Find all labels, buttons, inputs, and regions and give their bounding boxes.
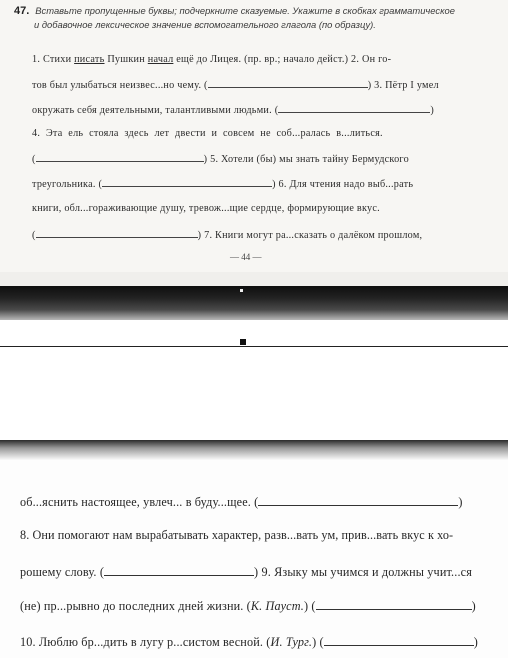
text-line-b1	[20, 494, 506, 510]
answer-blank[interactable]	[36, 152, 204, 162]
answer-blank[interactable]	[278, 103, 430, 113]
text-fragment: об...яснить настоящее, увлеч... в буду...щее. (	[20, 495, 259, 509]
text-line-b3	[20, 564, 506, 580]
text-line-3	[32, 103, 484, 116]
text-fragment: треугольника. (	[32, 179, 103, 190]
exercise-header	[14, 4, 500, 32]
text-line-4: 4. Эта ель стояла здесь лет двести и совсем не соб...ралась в...литься.	[32, 128, 383, 139]
text-line-5	[32, 152, 484, 165]
text-fragment: ) 5. Хотели (бы) мы знать тайну Бермудского	[203, 154, 409, 165]
page-number: — 44 —	[230, 252, 262, 262]
text-line-7: книги, обл...гораживающие душу, тревож...щие сердце, формирующие вкус.	[32, 203, 380, 214]
text-fragment: )	[471, 599, 476, 613]
text-fragment: тов был улыбаться неизвес...но чему. (	[32, 80, 208, 91]
scan-speck	[240, 289, 243, 292]
divider-marker	[240, 339, 246, 345]
instruction-line-1: Вставьте пропущенные буквы; подчеркните сказуемые. Укажите в скобках грамматическое	[35, 5, 455, 16]
text-fragment: )	[458, 495, 463, 509]
text-line-2	[32, 78, 484, 91]
text-line-b2: 8. Они помогают нам вырабатывать характер, разв...вать ум, прив...вать вкус к хо-	[20, 528, 454, 542]
text-fragment: ) 7. Книги могут ра...сказать о далёком прошлом,	[197, 230, 423, 241]
text-fragment: ) (	[312, 635, 324, 649]
text-fragment: )	[473, 635, 478, 649]
text-fragment: рошему слову. (	[20, 565, 105, 579]
answer-blank[interactable]	[36, 228, 198, 238]
answer-blank[interactable]	[104, 564, 254, 576]
answer-blank[interactable]	[102, 177, 272, 187]
underlined-predicate: начал	[147, 54, 174, 65]
text-fragment: 10. Люблю бр...дить в лугу р...систом весной. (	[20, 635, 271, 649]
page-edge	[0, 272, 508, 286]
text-line-1	[32, 54, 484, 65]
text-line-8	[32, 228, 484, 241]
text-fragment: ) 9. Языку мы учимся и должны учит...ся	[254, 565, 472, 579]
scan-shadow-bottom	[0, 440, 508, 460]
exercise-number: 47.	[14, 5, 30, 17]
text-fragment: ) 3. Пётр I умел	[367, 80, 439, 91]
text-fragment: )	[430, 105, 434, 116]
scan-shadow	[0, 286, 508, 320]
text-line-6	[32, 177, 484, 190]
instruction-line-2: и добавочное лексическое значение вспомогательного глагола (по образцу).	[34, 19, 376, 30]
textbook-page-bottom	[0, 460, 508, 658]
author-attribution: И. Тург.	[270, 635, 313, 649]
answer-blank[interactable]	[258, 494, 458, 506]
text-fragment: ) 6. Для чтения надо выб...рать	[272, 179, 414, 190]
text-fragment: (	[32, 154, 36, 165]
text-fragment: ещё до Лицея. (пр. вр.; начало дейст.) 2. Он го-	[173, 54, 392, 65]
text-fragment: ) (	[304, 599, 316, 613]
text-fragment: Пушкин	[104, 54, 148, 65]
text-fragment: 1. Стихи	[32, 54, 75, 65]
text-line-b5	[20, 634, 506, 650]
answer-blank[interactable]	[208, 78, 368, 88]
section-divider	[0, 346, 508, 347]
answer-blank[interactable]	[324, 634, 474, 646]
text-line-b4	[20, 598, 506, 614]
answer-blank[interactable]	[316, 598, 472, 610]
text-fragment: (не) пр...рывно до последних дней жизни. (	[20, 599, 251, 613]
textbook-page-top	[0, 0, 508, 272]
text-fragment: окружать себя деятельными, талантливыми людьми. (	[32, 105, 279, 116]
author-attribution: К. Пауст.	[250, 599, 304, 613]
text-fragment: (	[32, 230, 36, 241]
underlined-predicate: писать	[74, 54, 105, 65]
